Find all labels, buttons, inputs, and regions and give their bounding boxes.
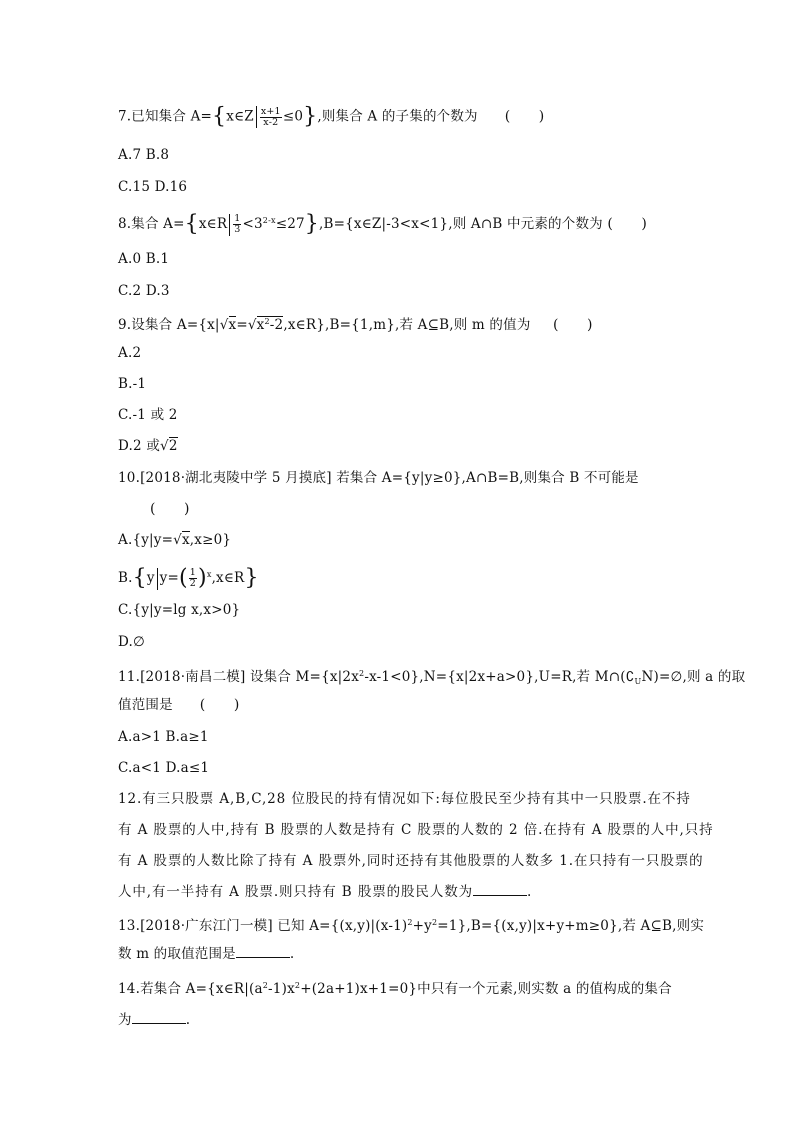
answer-blank [473,883,527,896]
question-9-option-c: C.-1 或 2 [118,407,178,423]
right-brace: } [303,104,318,129]
set-bar [229,214,230,236]
question-9-option-a: A.2 [118,345,142,361]
question-10-option-b: B.{y y=( $\frac{1}{2}$ )$^x$,x∈R} [118,565,259,591]
question-8-options-ab: A.0 B.1 [118,251,170,267]
question-12-line4: 人中,有一半持有 A 股票.则只持有 B 股票的股民人数为 . [118,884,533,900]
sqrt-icon: √ [219,317,229,333]
fraction: $\frac{1}{3}$ [234,213,241,235]
question-7-options-ab: A.7 B.8 [118,147,170,163]
question-10-paren [150,499,190,519]
answer-paren: ( ) [607,216,648,232]
question-11-options-ab: A.a>1 B.a≥1 [118,729,209,745]
question-9-option-d: D.2 或√2 [118,438,178,454]
answer-paren: ( ) [553,317,593,333]
question-9-stem: 9.设集合 $A=\{x|√x=√x^2-2,x\in R\},B=\{1,m\}$,若 A⊆B,则 m 的值为 ( ) [118,317,593,333]
right-brace: } [244,565,259,591]
left-brace: { [212,104,227,129]
answer-blank [236,945,290,958]
question-7-stem: 7.已知集合 A={x∈Z $\frac{x+1}{x-2}$ ≤0},则集合 A 的子集的个数为 ( ) [118,104,545,129]
sqrt-icon: √ [160,438,169,454]
question-14-stem-line2: 为 . [118,1012,191,1028]
question-10-option-c: C.{y|y=lg x,x>0} [118,602,241,618]
question-8-stem: 8.集合 A={x∈R $\frac{1}{3}$ $<3^{2-x}\le 27\},B=\{x\in Z|-3<x<1\}$,则 A∩B 中元素的个数为 ( ) [118,211,648,237]
question-11-options-cd: C.a<1 D.a≤1 [118,760,210,776]
fraction: $\frac{1}{2}$ [189,567,197,589]
question-10-option-a: A.{y|y=√x,x≥0} [118,532,232,548]
question-13-stem-line2: 数 m 的取值范围是 . [118,946,295,962]
question-7-options-cd: C.15 D.16 [118,179,188,195]
answer-blank [132,1011,186,1024]
question-11-stem-line2: 值范围是 ( ) [118,697,240,713]
left-brace: { [132,565,147,591]
question-14-stem: 14.若集合 $A=\{x\in R|(a^2-1)x^2+(2a+1)x+1=0\}$中只有一个元素,则实数 a 的值构成的集合 [118,981,672,997]
sqrt-icon: √ [173,532,182,548]
question-9-option-b: B.-1 [118,376,147,392]
question-10-stem: 10.[2018·湖北夷陵中学 5 月摸底] 若集合 A={y|y≥0},A∩B=B,则集合 B 不可能是 [118,470,639,486]
set-bar [157,568,158,590]
sqrt-icon: √ [247,317,257,333]
question-12-line3: 有 A 股票的人数比除了持有 A 股票外,同时还持有其他股票的人数多 1.在只持有一只股票的 [118,853,704,869]
question-13-stem: 13.[2018·广东江门一模] 已知 $A=\{(x,y)|(x-1)^2+y^2=1\},B=\{(x,y)|x+y+m\ge 0\}$,若 A⊆B,则实 [118,918,705,934]
question-12-line2: 有 A 股票的人中,持有 B 股票的人数是持有 C 股票的人数的 2 倍.在持有 A 股票的人中,只持 [118,822,714,838]
question-11-stem: 11.[2018·南昌二模] 设集合 $M=\{x|2x^2-x-1<0\},N=\{x|2x+a>0\},U=R$,若 $M\cap(∁_UN)=\emptyset$,则 a 的取 [118,669,746,686]
sqrt-radicand: $x^2-2$ [256,317,284,333]
left-paren: ( [179,565,188,591]
right-paren: ) [198,565,207,591]
set-bar [256,106,257,128]
question-12-line1: 12.有三只股票 A,B,C,28 位股民的持有情况如下:每位股民至少持有其中一只股票.在不持 [118,791,691,807]
answer-paren: ( ) [150,501,190,517]
right-brace: } [304,211,319,237]
answer-paren: ( ) [504,108,545,125]
question-10-option-d: D.∅ [118,634,145,650]
question-8-options-cd: C.2 D.3 [118,283,170,299]
answer-paren: ( ) [199,697,240,713]
left-brace: { [184,211,199,237]
fraction: $\frac{x+1}{x-2}$ [260,105,281,128]
